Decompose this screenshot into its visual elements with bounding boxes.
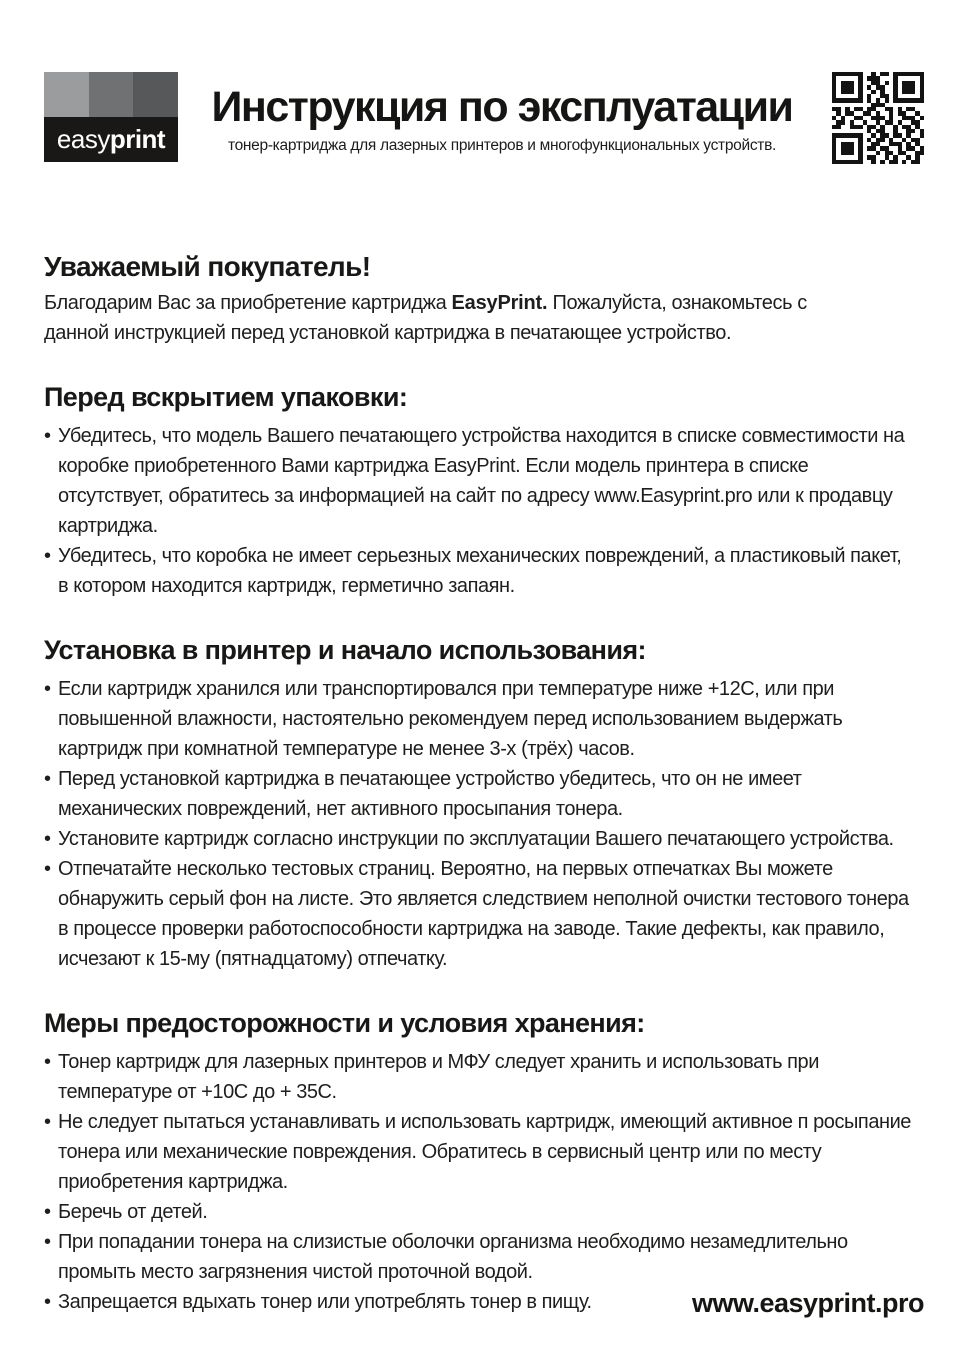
title-block — [178, 72, 826, 155]
list-item — [44, 764, 916, 824]
bullet-dot: • — [44, 1290, 51, 1313]
list-item-text: Отпечатайте несколько тестовых страниц. Вероятно, на первых отпечатках Вы можете обнаружить серый фон на листе. Это является следствием неполной очистки тестового тонера в процессе проверки работоспособности картриджа на заводе. Такие дефекты, как правило, исчезают к 15-му (пятнадцатому) отпечатку. — [58, 857, 909, 970]
footer-url: www.easyprint.pro — [691, 1288, 924, 1318]
bullet-list — [44, 1047, 916, 1317]
document-body — [44, 252, 924, 1317]
logo-wordmark — [44, 117, 178, 162]
list-item-text: Не следует пытаться устанавливать и использовать картридж, имеющий активное п росыпание тонера или механические повреждения. Обратитесь в сервисный центр или по месту приобретения картриджа. — [58, 1110, 911, 1193]
list-item-text: Если картридж хранился или транспортировался при температуре ниже +12С, или при повышенной влажности, настоятельно рекомендуем перед использованием выдержать картридж при комнатной температуре не менее 3-х (трёх) часов. — [58, 677, 843, 760]
bullet-dot: • — [44, 1200, 51, 1223]
list-item-text: Установите картридж согласно инструкции по эксплуатации Вашего печатающего устройства. — [58, 827, 894, 850]
list-item — [44, 1227, 916, 1287]
bullet-dot: • — [44, 424, 51, 447]
logo-square — [89, 72, 134, 117]
intro-brand-name: EasyPrint. — [451, 291, 548, 314]
list-item — [44, 824, 916, 854]
bullet-dot: • — [44, 857, 51, 880]
section-heading: Перед вскрытием упаковки: — [44, 381, 408, 412]
logo-color-squares — [44, 72, 178, 117]
bullet-dot: • — [44, 767, 51, 790]
bullet-dot: • — [44, 544, 51, 567]
list-item — [44, 421, 916, 541]
list-item-text: Запрещается вдыхать тонер или употреблять тонер в пищу. — [58, 1290, 592, 1313]
logo-square — [44, 72, 89, 117]
brand-logo — [44, 72, 178, 162]
bullet-dot: • — [44, 1050, 51, 1073]
bullet-dot: • — [44, 677, 51, 700]
list-item-text: Убедитесь, что модель Вашего печатающего устройства находится в списке совместимости на коробке приобретенного Вами картриджа EasyPrint. Если модель принтера в списке отсутствует, обратитесь за информацией на сайт по адресу www.Easyprint.pro или к продавцу картриджа. — [58, 424, 905, 537]
intro-heading: Уважаемый покупатель! — [44, 251, 371, 282]
list-item — [44, 1197, 916, 1227]
intro-text-before: Благодарим Вас за приобретение картриджа — [44, 291, 452, 314]
list-item — [44, 674, 916, 764]
page-subtitle: тонер-картриджа для лазерных принтеров и многофункциональных устройств. — [227, 136, 777, 154]
section-precautions — [44, 1008, 924, 1317]
list-item — [44, 1107, 916, 1197]
page-title: Инструкция по эксплуатации — [211, 83, 793, 131]
section-before-opening — [44, 382, 924, 601]
list-item-text: Тонер картридж для лазерных принтеров и МФУ следует хранить и использовать при температуре от +10С до + 35С. — [58, 1050, 819, 1103]
intro-text-after: Пожалуйста, ознакомьтесь с данной инструкцией перед установкой картриджа в печатающее устройство. — [44, 291, 807, 344]
list-item — [44, 854, 916, 974]
section-heading: Меры предосторожности и условия хранения: — [44, 1007, 645, 1038]
header — [44, 72, 924, 164]
list-item — [44, 1047, 916, 1107]
logo-text-print: print — [109, 124, 166, 154]
bullet-dot: • — [44, 827, 51, 850]
list-item-text: Убедитесь, что коробка не имеет серьезных механических повреждений, а пластиковый пакет, в котором находится картридж, герметично запаян. — [58, 544, 902, 597]
intro-paragraph — [44, 288, 844, 348]
logo-square — [133, 72, 178, 117]
list-item — [44, 541, 916, 601]
list-item-text: Перед установкой картриджа в печатающее устройство убедитесь, что он не имеет механических повреждений, нет активного просыпания тонера. — [58, 767, 802, 820]
bullet-dot: • — [44, 1110, 51, 1133]
bullet-list — [44, 674, 916, 974]
list-item-text: При попадании тонера на слизистые оболочки организма необходимо незамедлительно промыть место загрязнения чистой проточной водой. — [58, 1230, 848, 1283]
bullet-list — [44, 421, 916, 601]
bullet-dot: • — [44, 1230, 51, 1253]
qr-code-icon — [832, 72, 924, 164]
section-heading: Установка в принтер и начало использования: — [44, 634, 646, 665]
logo-text-easy: easy — [56, 124, 110, 154]
list-item-text: Беречь от детей. — [58, 1200, 208, 1223]
section-installation — [44, 635, 924, 974]
